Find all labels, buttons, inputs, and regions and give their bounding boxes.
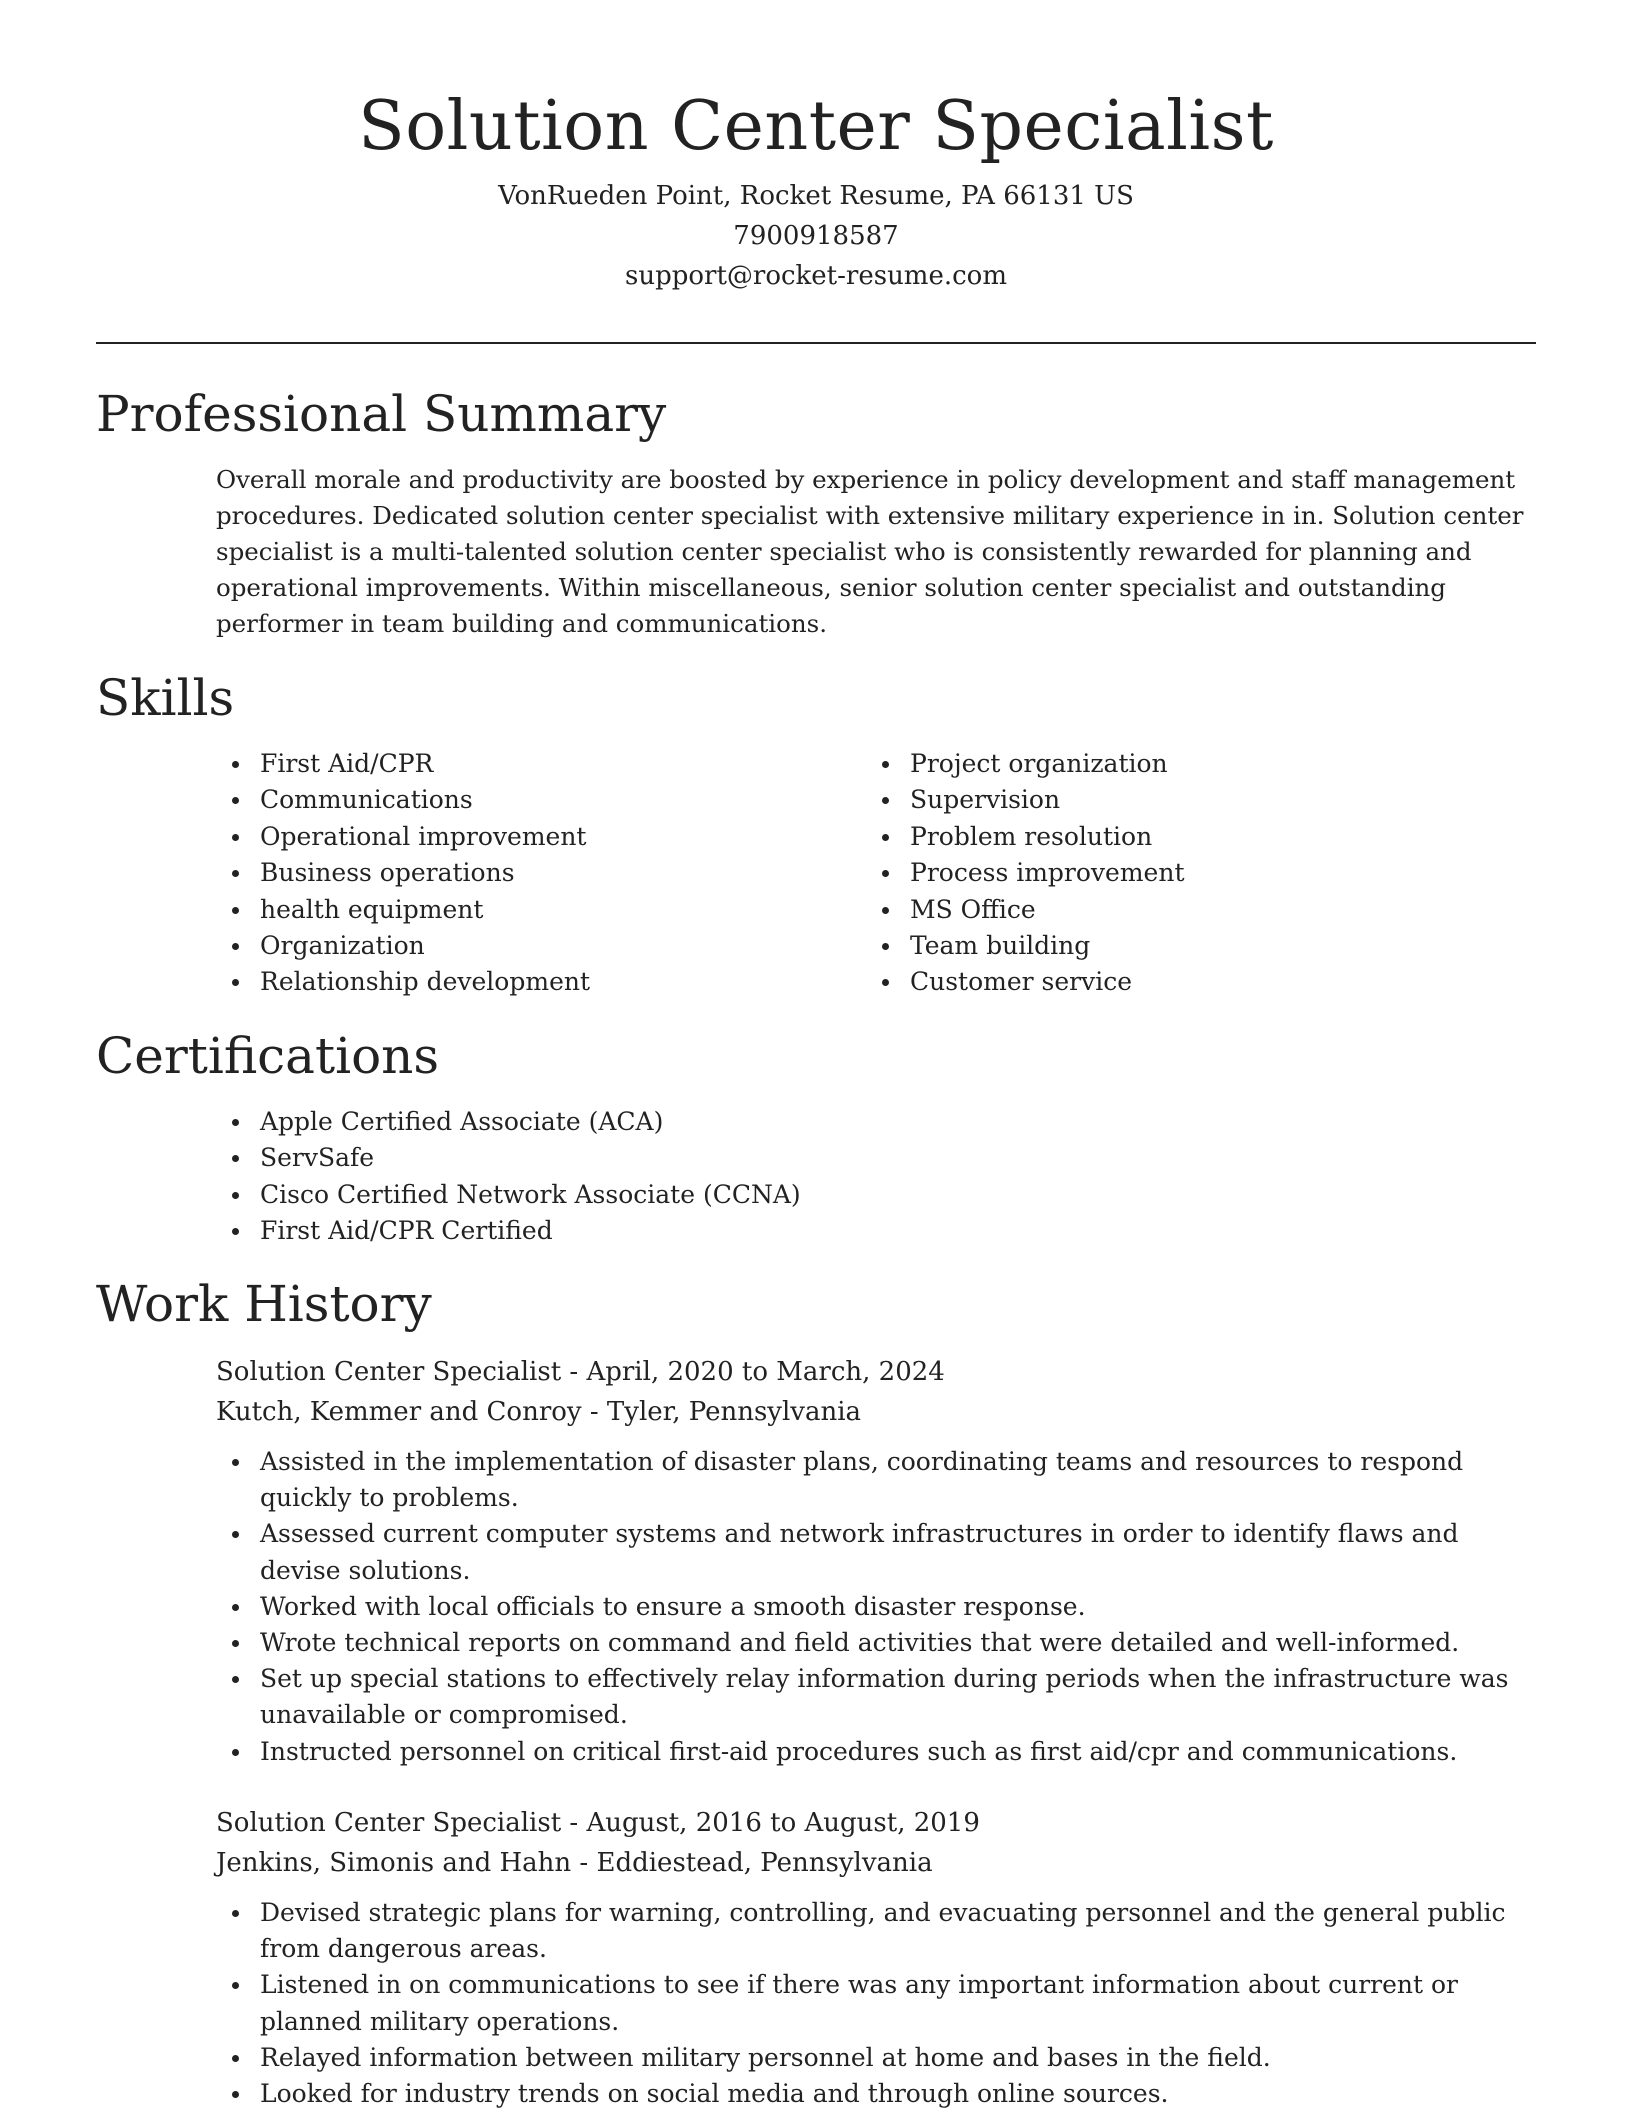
job-bullets <box>216 1895 1536 2112</box>
job-bullet: Wrote technical reports on command and field activities that were detailed and well-informed. <box>216 1625 1536 1661</box>
job-entry <box>216 1352 1536 1770</box>
job-bullet: Relayed information between military personnel at home and bases in the field. <box>216 2040 1536 2076</box>
skill-item: Problem resolution <box>866 819 1506 855</box>
skills-list-right <box>866 746 1506 1001</box>
page-title: Solution Center Specialist <box>358 87 1274 166</box>
certification-item: First Aid/CPR Certified <box>216 1213 1536 1249</box>
skill-item: Communications <box>216 782 856 818</box>
skill-item: MS Office <box>866 892 1506 928</box>
job-employer-location: Kutch, Kemmer and Conroy - Tyler, Pennsylvania <box>216 1397 862 1427</box>
certifications-heading: Certifications <box>96 1027 440 1085</box>
skill-item: Process improvement <box>866 855 1506 891</box>
summary-heading: Professional Summary <box>96 385 667 443</box>
skill-item: Organization <box>216 928 856 964</box>
skill-item: Project organization <box>866 746 1506 782</box>
certifications-list <box>216 1104 1536 1250</box>
skill-item: Team building <box>866 928 1506 964</box>
skill-item: Business operations <box>216 855 856 891</box>
header-divider <box>96 342 1536 344</box>
contact-address: VonRueden Point, Rocket Resume, PA 66131 US <box>498 181 1134 211</box>
job-title-dates: Solution Center Specialist - April, 2020 to March, 2024 <box>216 1357 945 1387</box>
job-bullet: Assisted in the implementation of disaster plans, coordinating teams and resources to respond quickly to problems. <box>216 1444 1536 1516</box>
job-bullet: Listened in on communications to see if there was any important information about current or planned military operations. <box>216 1967 1536 2039</box>
job-entry <box>216 1803 1536 2112</box>
skill-item: First Aid/CPR <box>216 746 856 782</box>
certification-item: ServSafe <box>216 1140 1536 1176</box>
skill-item: Customer service <box>866 964 1506 1000</box>
job-title-dates: Solution Center Specialist - August, 2016 to August, 2019 <box>216 1808 980 1838</box>
certification-item: Apple Certified Associate (ACA) <box>216 1104 1536 1140</box>
contact-email: support@rocket-resume.com <box>624 261 1007 291</box>
job-bullet: Worked with local officials to ensure a smooth disaster response. <box>216 1589 1536 1625</box>
job-bullet: Devised strategic plans for warning, controlling, and evacuating personnel and the general public from dangerous areas. <box>216 1895 1536 1967</box>
job-employer-location: Jenkins, Simonis and Hahn - Eddiestead, Pennsylvania <box>216 1848 933 1878</box>
job-bullet: Looked for industry trends on social media and through online sources. <box>216 2076 1536 2112</box>
job-bullet: Instructed personnel on critical first-aid procedures such as first aid/cpr and communications. <box>216 1734 1536 1770</box>
job-bullet: Assessed current computer systems and network infrastructures in order to identify flaws and devise solutions. <box>216 1516 1536 1588</box>
summary-text: Overall morale and productivity are boosted by experience in policy development and staff management procedures. Dedicated solution center specialist with extensive military experience in in. Solution center specialist is a multi-talented solution center specialist who is consistently rewarded for planning and operational improvements. Within miscellaneous, senior solution center specialist and outstanding performer in team building and communications. <box>216 465 1524 638</box>
certification-item: Cisco Certified Network Associate (CCNA) <box>216 1177 1536 1213</box>
contact-phone: 7900918587 <box>733 221 899 251</box>
skills-heading: Skills <box>96 669 235 727</box>
skill-item: Supervision <box>866 782 1506 818</box>
skill-item: Relationship development <box>216 964 856 1000</box>
skill-item: health equipment <box>216 892 856 928</box>
job-bullet: Set up special stations to effectively relay information during periods when the infrastructure was unavailable or compromised. <box>216 1661 1536 1733</box>
skills-list-left <box>216 746 856 1001</box>
work-history-heading: Work History <box>96 1275 432 1333</box>
resume-header <box>0 0 1632 296</box>
skill-item: Operational improvement <box>216 819 856 855</box>
job-bullets <box>216 1444 1536 1770</box>
